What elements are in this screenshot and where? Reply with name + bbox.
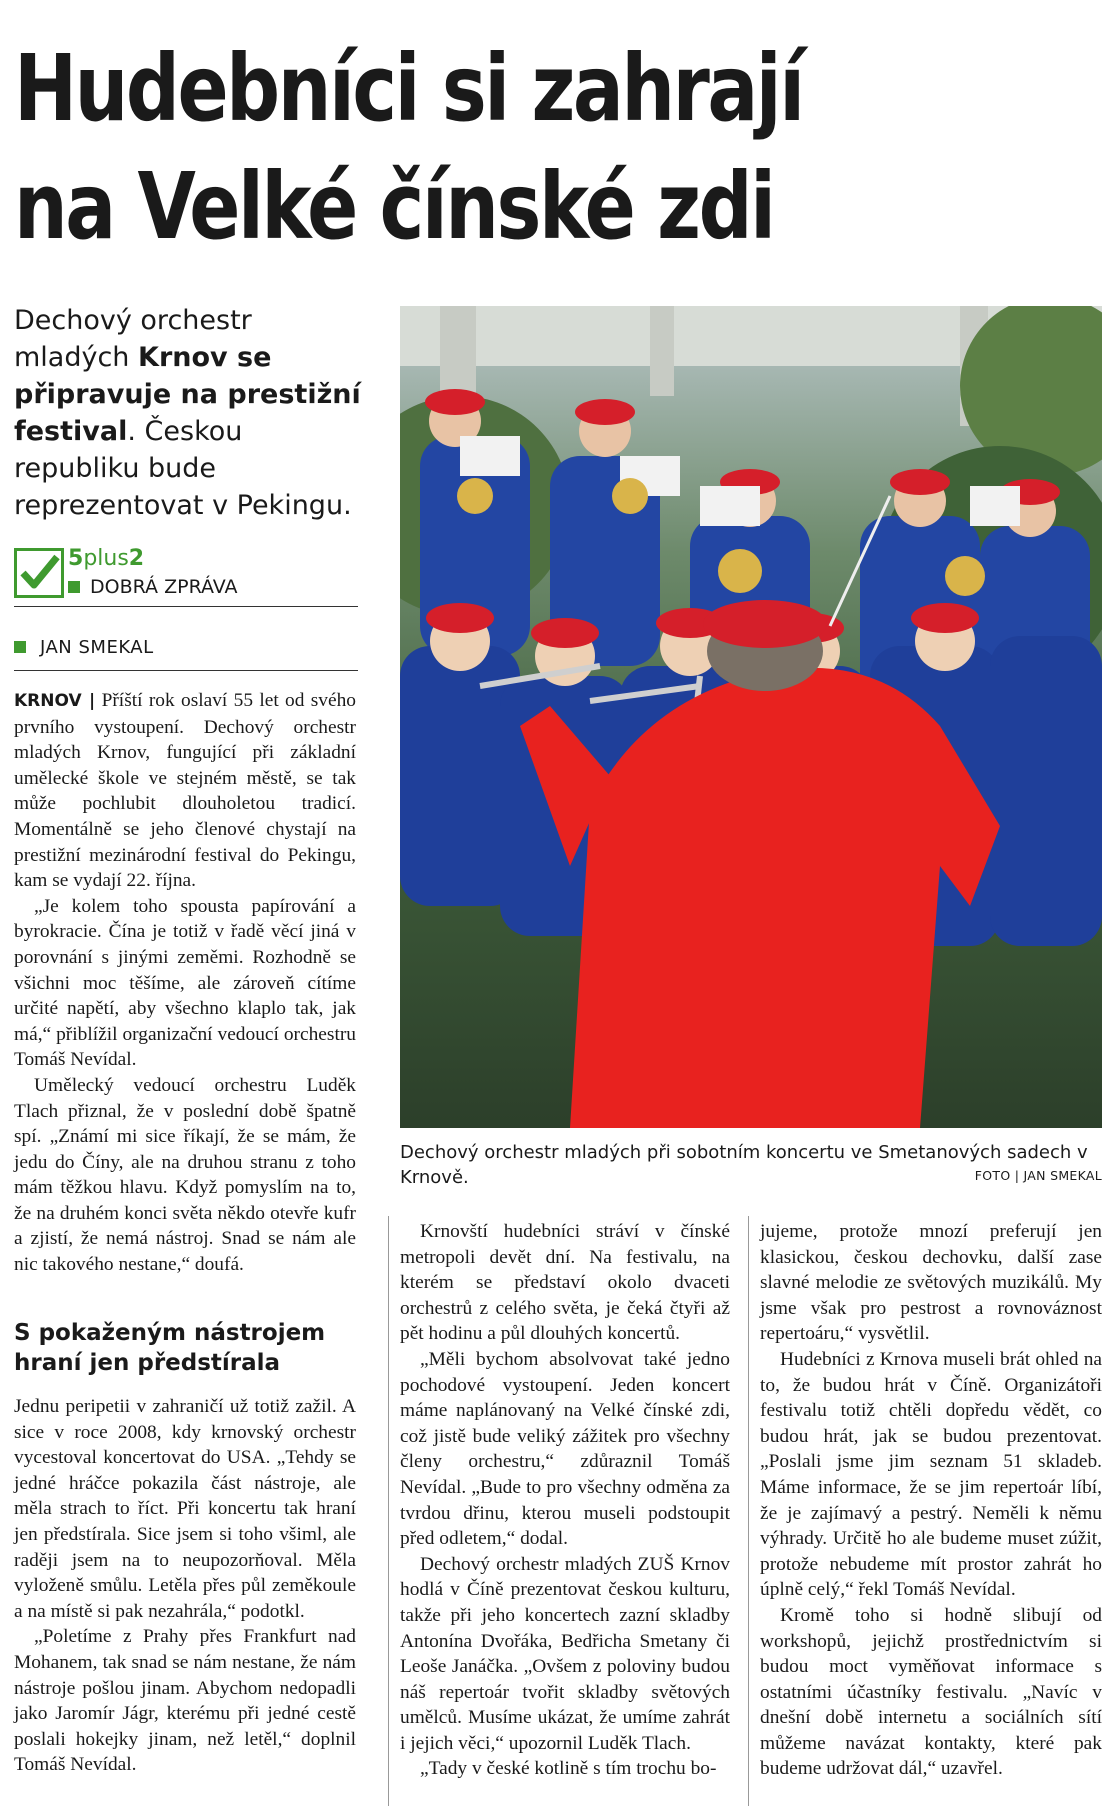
paragraph: Jednu peripetii v zahraničí už totiž zažil. A sice v roce 2008, kdy krnovský orchestr vycestoval koncertovat do USA. „Tehdy se jedné hráčce pokazila část nástroje, ale měla strach to říct. Při koncertu tak hraní jen předstírala. Sice jsem si toho všiml, ale raději jsem na to neupozorňoval. Měla vyloženě smůlu. Letěla přes půl zeměkoule a na místě si pak nezahrála,“ podotkl.	[14, 1396, 356, 1622]
paragraph: „Poletíme z Prahy přes Frankfurt nad Mohanem, tak snad se nám nestane, že nám nástroje pošlou jinam. Abychom nedopadli jako Jaromír Jágr, kterému při jedné cestě poslali hokejky jinam, než letěl,“ doplnil Tomáš Nevídal.	[14, 1626, 356, 1776]
paragraph: Krnovští hudebníci stráví v čínské metropoli devět dní. Na festivalu, na kterém se představí okolo dvaceti orchestrů z celého světa, je čeká čtyři až pět hodinu a půl dlouhých koncertů.	[400, 1221, 730, 1345]
paragraph: „Měli bychom absolvovat také jedno pochodové vystoupení. Jeden koncert máme naplánovaný na Velké čínské zdi, což jistě bude veliký zážitek pro všechny členy orchestru,“ zdůraznil Tomáš Nevídal. „Bude to pro všechny odměna za tvrdou dřinu, kterou museli podstoupit před odletem,“ dodal.	[400, 1348, 730, 1550]
lead-text-2: . Českou republiku bude reprezentovat v Pekingu.	[14, 416, 352, 521]
checkmark-icon	[14, 548, 64, 598]
brand-logo: 5plus2	[68, 546, 145, 571]
column-separator	[748, 1216, 749, 1806]
article-column-3	[760, 1219, 1102, 1782]
author-byline: JAN SMEKAL	[14, 637, 154, 658]
paragraph: „Je kolem toho spousta papírování a byrokracie. Čína je totiž v řadě věcí jiná v porovnání s jinými zeměmi. Rozhodně se všichni moc těšíme, ale zároveň cítíme určité napětí, aby všechno klaplo tak, jak má,“ přiblížil organizační vedoucí orchestru Tomáš Nevídal.	[14, 895, 356, 1071]
paragraph: Dechový orchestr mladých ZUŠ Krnov hodlá v Číně prezentovat českou kulturu, takže při jeho koncertech zazní skladby Antonína Dvořáka, Bedřicha Smetany či Leoše Janáčka. „Ovšem z poloviny budou náš repertoár tvořit skladby světových umělců. Musíme ukázat, že umíme zahrát i jejich věci,“ upozornil Luděk Tlach.	[400, 1553, 730, 1754]
paragraph: jujeme, protože mnozí preferují jen klasickou, českou dechovku, další zase slavné melodie ze světových muzikálů. My jsme však pro pestrost a rovnováznost repertoáru,“ vysvětlil.	[760, 1221, 1102, 1345]
paragraph: Hudebníci z Krnova museli brát ohled na to, že budou hrát v Číně. Organizátoři festivalu totiž chtěli dopředu vědět, co budou hrát, jak se budou prezentovat. „Poslali jsme jim seznam 51 skladeb. Máme informace, že se jim repertoár líbí, že je zajímavý a pestrý. Neměli k němu výhrady. Určitě ho ale budeme muset zúžit, protože nebudeme mít prostor zahrát ho úplně celý,“ řekl Tomáš Nevídal.	[760, 1348, 1102, 1601]
divider	[14, 606, 358, 607]
article-column-2	[400, 1219, 730, 1782]
headline-line-2: na Velké čínské zdi	[14, 153, 774, 260]
photo-caption: Dechový orchestr mladých při sobotním koncertu ve Smetanových sadech v Krnově.	[400, 1142, 1088, 1188]
dateline: KRNOV |	[14, 691, 96, 711]
headline-line-1: Hudebníci si zahrají	[14, 35, 803, 142]
headline	[14, 30, 908, 266]
article-column-1-continued	[14, 1394, 356, 1778]
lead-paragraph	[14, 302, 374, 524]
paragraph: „Tady v české kotlině s tím trochu bo-	[420, 1758, 717, 1780]
lead-text-bold: Krnov se připravuje na prestižní festival	[14, 342, 361, 447]
paragraph: KRNOV | Příští rok oslaví 55 let od svého prvního vystoupení. Dechový orchestr mladých Krnov, fungující při základní umělecké škole ve stejném městě, se tak může pochlubit dlouholetou tradicí. Momentálně se jeho členové chystají na prestižní mezinárodní festival do Pekingu, kam se vydají 22. října.	[14, 690, 356, 892]
paragraph: Umělecký vedoucí orchestru Luděk Tlach přiznal, že v poslední době špatně spí. „Známí mi sice říkají, že se mám, že jedu do Číny, ale na druhou stranu z toho mám těžkou hlavu. Když pomyslím na to, že na druhém konci světa někdo otevře kufr a zjistí, že nemá nástroj. Snad se nám ale nic takového nestane,“ doufá.	[14, 1074, 356, 1276]
square-bullet-icon	[14, 641, 26, 653]
badge-tag: DOBRÁ ZPRÁVA	[68, 576, 238, 598]
photo-illustration	[400, 306, 1102, 1128]
photo-credit: FOTO | JAN SMEKAL	[974, 1168, 1102, 1183]
column-separator	[388, 1216, 389, 1806]
square-bullet-icon	[68, 581, 80, 593]
article-column-1	[14, 688, 356, 1278]
paragraph: Kromě toho si hodně slibují od workshopů, jejichž prostřednictvím si budou moct vyměňovat informace s ostatními účastníky festivalu. „Navíc v dnešní době internetu a sociálních sítí můžeme navázat kontakty, které pak budeme udržovat dál,“ uzavřel.	[760, 1604, 1102, 1780]
divider	[14, 670, 358, 671]
orchestra-photo	[400, 306, 1102, 1128]
good-news-badge	[14, 548, 358, 602]
subheading: S pokaženým nástrojem hraní jen předstírala	[14, 1320, 326, 1376]
lead-text-1: Dechový orchestr mladých	[14, 305, 252, 373]
